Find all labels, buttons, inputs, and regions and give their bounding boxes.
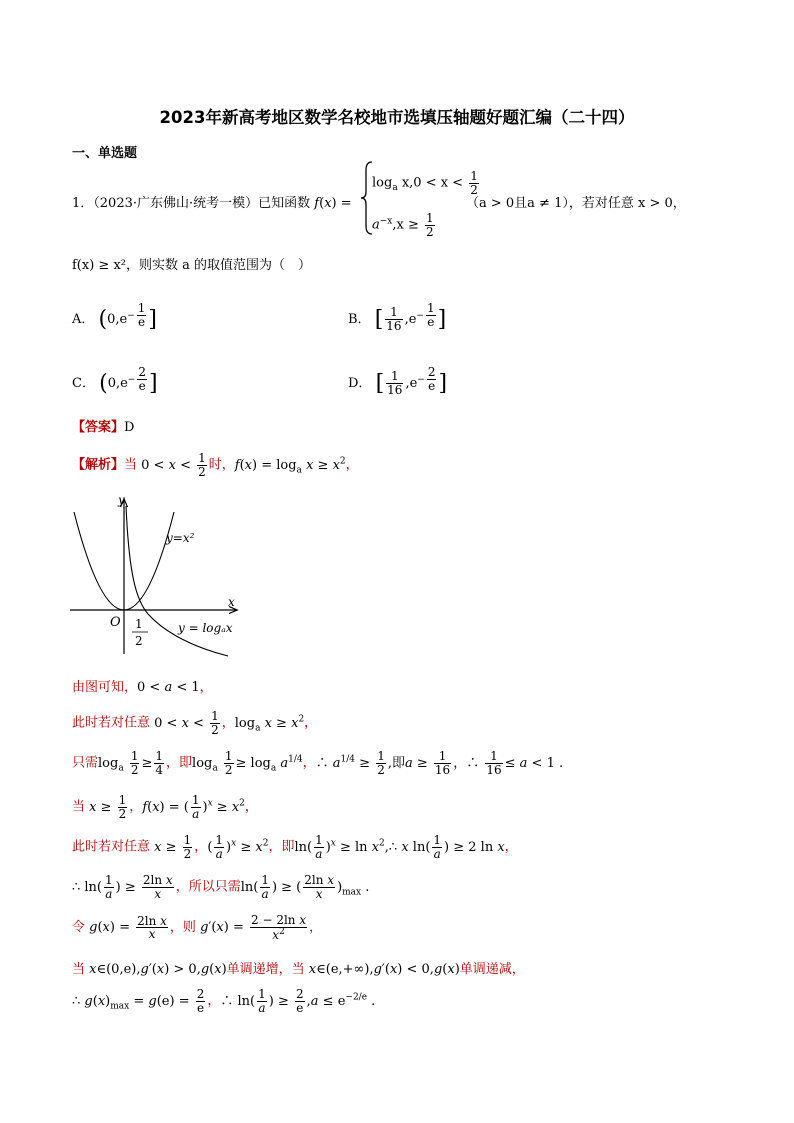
analysis-line-8: 令 g(x) = $\frac{\text{2ln x}}{x}$ ，则 g′(x) = $\frac{\text{2 − 2ln x}}{x^2}$ ， — [72, 913, 323, 942]
analysis-line-7: ∴ ln( $\frac{1}{a}$ ) ≥ $\frac{\text{2ln x}}{x}$ ，所以只需ln( $\frac{1}{a}$ ) ≥ ( $\frac{\text{2ln x}}{x}$ )$_{max}$ . — [72, 873, 370, 901]
question-stem-line2: f(x) ≥ x²，则实数 a 的取值范围为（ ） — [72, 258, 312, 273]
analysis-line-3: 此时若对任意 0 < x < $\frac{1}{2}$ ，$\log_a x \ge x^2$， — [72, 709, 318, 737]
option-b[interactable]: B． [ $\frac{1}{16}$ $,e^{- \frac{1}{e}}$ ] — [348, 301, 447, 333]
option-d[interactable]: D． [ $\frac{1}{16}$ $,e^{- \frac{2}{e}}$ ] — [348, 365, 448, 397]
piece-1: $\log_a x,0 < x$ < $\frac{1}{2}$ — [372, 169, 478, 197]
piece-2: $a^{-x},x$ ≥ $\frac{1}{2}$ — [372, 211, 434, 239]
option-a[interactable]: A． ($0,e^{- \frac{1}{e}}$ ] — [72, 301, 158, 332]
function-graph — [66, 494, 266, 662]
option-c[interactable]: C． ($0,e^{- \frac{2}{e}}$ ] — [72, 365, 158, 396]
x-label: x — [228, 595, 235, 609]
answer: 【答案】D — [72, 420, 135, 435]
origin-label: O — [110, 615, 121, 630]
analysis-line-9: 当 x∈(0,e),g′(x) > 0,g(x)单调递增，当 x∈(e,+∞),g′(x) < 0,g(x)单调递减， — [72, 962, 525, 977]
analysis-line-6: 此时若对任意 x ≥ $\frac{1}{2}$ ，( $\frac{1}{a}$ )$^x \ge x^2$，即ln( $\frac{1}{a}$ )$^x \ge \ln x^2,\therefore$ x ln( $\frac{1}{a}$ ) ≥ 2 ln x， — [72, 833, 518, 861]
analysis-line-1: 【解析】当 0 < x < $\frac{1}{2}$ 时，$f(x) = \log_a x \ge x^2$， — [72, 451, 359, 479]
analysis-line-5: 当 x ≥ $\frac{1}{2}$ ，f(x) = ( $\frac{1}{a}$ )$^x \ge x^2$， — [72, 793, 258, 821]
half-den: 2 — [135, 634, 143, 648]
y-label: y — [118, 494, 125, 507]
half-num: 1 — [135, 617, 143, 631]
question-condition: （a > 0且a ≠ 1），若对任意 x > 0， — [466, 196, 686, 211]
log-label: y = logₐx — [178, 621, 233, 635]
parabola-label: y=x² — [166, 531, 195, 545]
analysis-line-10: ∴ $g(x)_{max} = g(e)$ = $\frac{2}{e}$ ，∴ ln( $\frac{1}{a}$ ) ≥ $\frac{2}{e}$ $,a \le e^{-2/e}$ . — [72, 987, 376, 1015]
analysis-line-2: 由图可知，0 < a < 1， — [72, 680, 213, 695]
question-stem: 1．（2023·广东佛山·统考一模）已知函数 f(x) = — [72, 196, 352, 211]
analysis-line-4: 只需$\log_a$ $\frac{1}{2}$ ≥ $\frac{1}{4}$ ，即$\log_a$ $\frac{1}{2}$ ≥ $\log_a a^{1/4}$，∴ $a^{1/4}$ ≥ $\frac{1}{2}$ ,即a ≥ $\frac{1}{16}$ ，∴ $\frac{1}{16}$ ≤ a < 1 . — [72, 749, 564, 777]
document-title: 2023年新高考地区数学名校地市选填压轴题好题汇编（二十四） — [159, 108, 635, 127]
section-heading: 一、单选题 — [72, 146, 138, 161]
